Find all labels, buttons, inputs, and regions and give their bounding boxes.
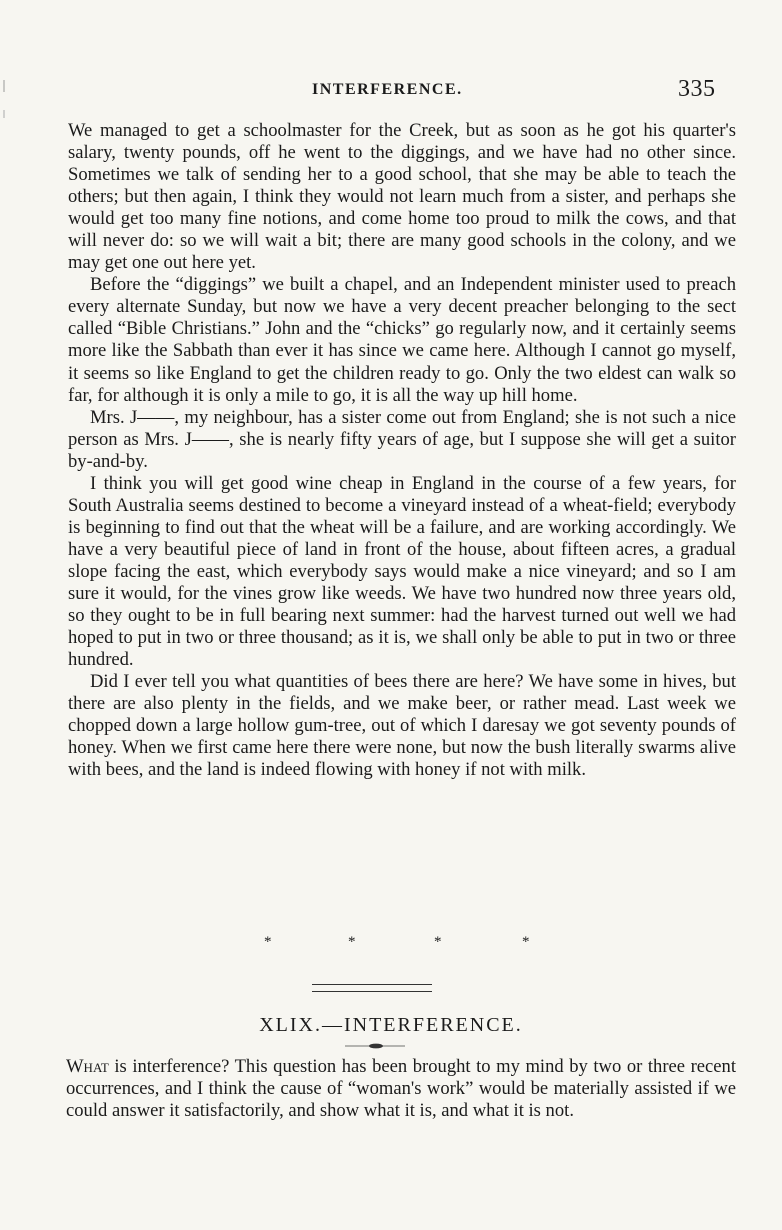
running-title: INTERFERENCE. [312, 81, 463, 98]
paragraph: Before the “diggings” we built a chapel, and an Independent minister used to preach every alternate Sunday, but now we have a very decent preacher belonging to the sect called “Bible Christians.” John and the “chicks” go regularly now, and it certainly seems more like the Sabbath than ever it has since we came here. Although I cannot go myself, it seems so like England to get the children ready to go. Only the two eldest can walk so far, for although it is only a mile to go, it is all the way up hill home. [68, 274, 736, 406]
opening-small-caps: What [66, 1056, 109, 1077]
asterisk: * [434, 934, 442, 950]
body-text [68, 120, 736, 781]
asterisk: * [522, 934, 530, 950]
paragraph: Mrs. J——, my neighbour, has a sister come out from England; she is not such a nice person as Mrs. J——, she is nearly fifty years of age, but I suppose she will get a suitor by-and-by. [68, 406, 736, 472]
asterisk: * [348, 934, 356, 950]
chapter-opening-paragraph [66, 1056, 736, 1122]
paragraph: I think you will get good wine cheap in England in the course of a few years, for South Australia seems destined to become a vineyard instead of a wheat-field; everybody is beginning to find out that the wheat will be a failure, and are working accordingly. We have a very beautiful piece of land in front of the house, about fifteen acres, a gradual slope facing the east, which everybody says would make a nice vineyard; and so I am sure it would, for the vines grow like weeds. We have two hundred now three years old, so they ought to be in full bearing next summer: had the harvest turned out well we had hoped to put in two or three thousand; as it is, we shall only be able to put in two or three hundred. [68, 472, 736, 671]
paragraph: Did I ever tell you what quantities of bees there are here? We have some in hives, but there are also plenty in the fields, and we make beer, or rather mead. Last week we chopped down a large hollow gum-tree, out of which I daresay we got seventy pounds of honey. When we first came here there were none, but now the bush literally swarms alive with bees, and the land is indeed flowing with honey if not with milk. [68, 671, 736, 781]
section-heading: XLIX.—INTERFERENCE. [259, 1014, 523, 1036]
ornament-divider [345, 1041, 405, 1051]
page-number: 335 [678, 76, 716, 102]
asterisk: * [264, 934, 272, 950]
paragraph: We managed to get a schoolmaster for the Creek, but as soon as he got his quarter's salary, twenty pounds, off he went to the diggings, and we have had no other since. Sometimes we talk of sending her to a good school, that she may be able to teach the others; but then again, I think they would not learn much from a sister, and perhaps she would get too many fine notions, and come home too proud to milk the cows, and that will never do: so we will wait a bit; there are many good schools in the colony, and we may get one out here yet. [68, 120, 736, 274]
opening-text: is interference? This question has been brought to my mind by two or three recent occurrences, and I think the cause of “woman's work” would be materially assisted if we could answer it satisfactorily, and show what it is, and what it is not. [66, 1056, 736, 1121]
double-rule-divider [312, 984, 432, 992]
asterisk-separator [0, 934, 782, 958]
running-head [0, 76, 782, 106]
